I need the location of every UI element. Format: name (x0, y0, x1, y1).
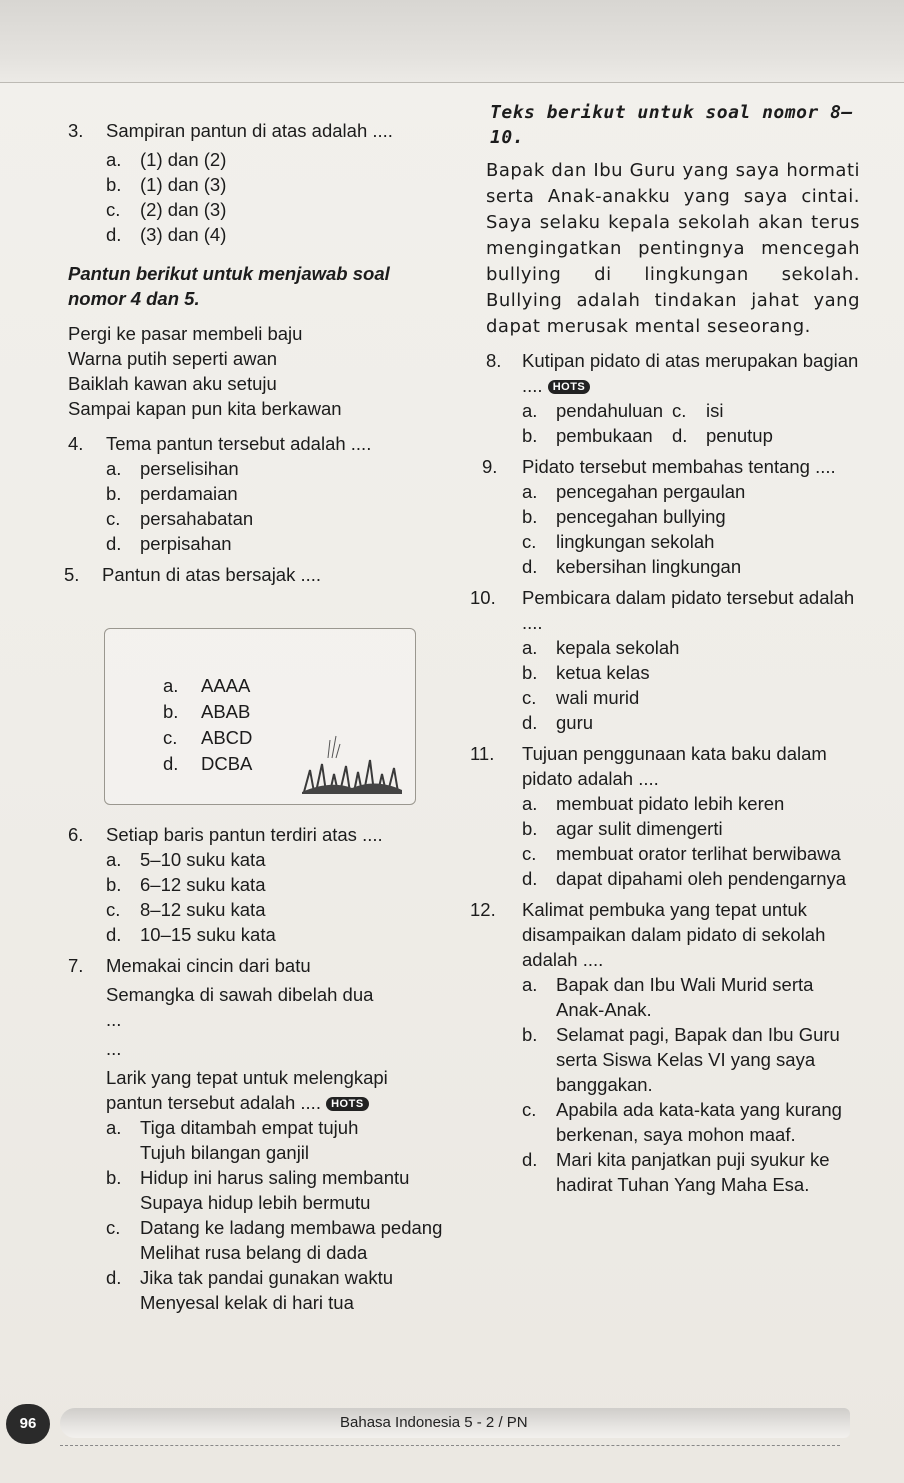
option[interactable] (106, 1215, 448, 1265)
option[interactable] (163, 751, 252, 777)
option-letter: a. (106, 149, 122, 170)
option-line: Datang ke ladang membawa pedang (140, 1217, 443, 1238)
hots-badge: HOTS (326, 1097, 369, 1111)
option[interactable] (522, 529, 860, 554)
question-number: 10. (470, 587, 496, 608)
option-letter: a. (163, 675, 179, 696)
option[interactable] (106, 456, 448, 481)
option-text: ABCD (201, 727, 253, 748)
option-letter: a. (106, 849, 122, 870)
option-text: perpisahan (140, 533, 232, 554)
option-text: kebersihan lingkungan (556, 556, 742, 577)
pantun-heading: Pantun berikut untuk menjawab soal nomor 4 dan 5. (68, 263, 390, 309)
option[interactable] (522, 685, 860, 710)
option-line: Melihat rusa belang di dada (140, 1242, 368, 1263)
option[interactable] (522, 504, 860, 529)
option-letter: d. (672, 425, 688, 446)
option-letter: d. (522, 712, 538, 733)
option-letter: c. (522, 687, 537, 708)
option[interactable] (106, 1115, 448, 1165)
option-letter: d. (106, 224, 122, 245)
option-text: persahabatan (140, 508, 254, 529)
option[interactable] (106, 897, 448, 922)
option[interactable] (163, 673, 252, 699)
option-letter: d. (522, 1149, 538, 1170)
option-letter: b. (522, 662, 538, 683)
option-letter: a. (522, 400, 538, 421)
option-letter: c. (106, 508, 121, 529)
option-line: Menyesal kelak di hari tua (140, 1292, 354, 1313)
option-letter: c. (522, 1099, 537, 1120)
option-text: 5–10 suku kata (140, 849, 266, 870)
option-letter: c. (163, 727, 178, 748)
option-letter: a. (522, 481, 538, 502)
pantun-line: Pergi ke pasar membeli baju (68, 323, 303, 344)
option-letter: b. (522, 1024, 538, 1045)
option-letter: c. (522, 843, 537, 864)
question-text: Tema pantun tersebut adalah .... (106, 433, 372, 454)
option-text: (3) dan (4) (140, 224, 227, 245)
option-text: DCBA (201, 753, 253, 774)
option[interactable] (106, 172, 448, 197)
option-letter: a. (106, 458, 122, 479)
option[interactable] (106, 481, 448, 506)
option[interactable] (106, 1265, 448, 1315)
question-number: 11. (470, 743, 495, 764)
question-number: 5. (64, 564, 80, 585)
option-text: pendahuluan (556, 400, 663, 421)
footer-dashed-line (60, 1445, 840, 1446)
option[interactable] (522, 398, 672, 423)
grass-illustration (300, 730, 404, 794)
q7-options (68, 1115, 448, 1315)
question-number: 8. (486, 350, 502, 371)
question-text: Kalimat pembuka yang tepat untuk disampaikan dalam pidato di sekolah adalah .... (522, 899, 826, 970)
option-text: 8–12 suku kata (140, 899, 266, 920)
option-text: Bapak dan Ibu Wali Murid serta Anak-Anak. (556, 974, 814, 1020)
option-letter: c. (522, 531, 537, 552)
option-line: Jika tak pandai gunakan waktu (140, 1267, 394, 1288)
question-text: Setiap baris pantun terdiri atas .... (106, 824, 383, 845)
option[interactable] (106, 531, 448, 556)
right-column (470, 100, 860, 1197)
pantun-line: Sampai kapan pun kita berkawan (68, 398, 342, 419)
option[interactable] (106, 1165, 448, 1215)
pantun-block (68, 321, 448, 421)
question-5 (64, 562, 448, 587)
option[interactable] (106, 922, 448, 947)
option[interactable] (522, 423, 672, 448)
option-text: ketua kelas (556, 662, 650, 683)
hots-badge: HOTS (548, 380, 591, 394)
option-text: dapat dipahami oleh pendengarnya (556, 868, 847, 889)
question-number: 9. (482, 456, 498, 477)
option[interactable] (163, 699, 252, 725)
question-number: 6. (68, 824, 84, 845)
question-8 (470, 348, 860, 398)
option-line: Tiga ditambah empat tujuh (140, 1117, 359, 1138)
question-11 (470, 741, 860, 791)
option-letter: a. (106, 1117, 122, 1138)
option-text: penutup (706, 425, 773, 446)
option[interactable] (522, 479, 860, 504)
option-text: lingkungan sekolah (556, 531, 715, 552)
pantun-line: Memakai cincin dari batu (106, 955, 311, 976)
option-text: guru (556, 712, 594, 733)
q10-options (470, 635, 860, 735)
option[interactable] (672, 398, 822, 423)
option[interactable] (106, 847, 448, 872)
question-6 (68, 822, 448, 847)
option-text: kepala sekolah (556, 637, 680, 658)
question-text: Pantun di atas bersajak .... (102, 564, 322, 585)
option[interactable] (522, 660, 860, 685)
option-line: Tujuh bilangan ganjil (140, 1142, 310, 1163)
option-text: pencegahan pergaulan (556, 481, 746, 502)
option-letter: a. (522, 637, 538, 658)
question-10 (470, 585, 860, 635)
q11-options (470, 791, 860, 891)
question-number: 3. (68, 120, 84, 141)
option[interactable] (522, 972, 860, 1022)
question-text: Tujuan penggunaan kata baku dalam pidato adalah .... (522, 743, 827, 789)
option-letter: b. (163, 701, 179, 722)
option-letter: d. (163, 753, 179, 774)
question-number: 4. (68, 433, 84, 454)
option-letter: b. (522, 818, 538, 839)
option-text: AAAA (201, 675, 251, 696)
option-letter: b. (522, 506, 538, 527)
option-letter: b. (106, 1167, 122, 1188)
pantun-line-blank: ... (106, 1009, 122, 1030)
option-letter: c. (672, 400, 687, 421)
option-letter: b. (106, 874, 122, 895)
option[interactable] (522, 866, 860, 891)
option-text: membuat pidato lebih keren (556, 793, 785, 814)
option-letter: b. (522, 425, 538, 446)
text-heading: Teks berikut untuk soal nomor 8–10. (490, 102, 853, 148)
question-9 (470, 454, 860, 479)
option-letter: a. (522, 793, 538, 814)
option-letter: d. (106, 924, 122, 945)
option-text: (1) dan (2) (140, 149, 227, 170)
option-text: (2) dan (3) (140, 199, 227, 220)
option-letter: b. (106, 483, 122, 504)
question-7 (68, 953, 448, 1115)
option[interactable] (106, 197, 448, 222)
q3-options (68, 147, 448, 247)
left-column (64, 118, 448, 587)
option-text: perselisihan (140, 458, 239, 479)
option-text: agar sulit dimengerti (556, 818, 723, 839)
option-letter: d. (522, 868, 538, 889)
option-letter: c. (106, 899, 121, 920)
question-12 (470, 897, 860, 972)
question-text: Sampiran pantun di atas adalah .... (106, 120, 393, 141)
option-line: Supaya hidup lebih bermutu (140, 1192, 371, 1213)
q9-options (470, 479, 860, 579)
option-letter: c. (106, 1217, 121, 1238)
option-text: 10–15 suku kata (140, 924, 276, 945)
option[interactable] (106, 147, 448, 172)
option[interactable] (522, 1147, 860, 1197)
pantun-line-blank: ... (106, 1038, 122, 1059)
option[interactable] (522, 1097, 860, 1147)
option[interactable] (106, 506, 448, 531)
pantun-line: Warna putih seperti awan (68, 348, 278, 369)
option-letter: d. (522, 556, 538, 577)
q4-options (68, 456, 448, 556)
option-text: 6–12 suku kata (140, 874, 266, 895)
pantun-line: Semangka di sawah dibelah dua (106, 984, 374, 1005)
option-text: pencegahan bullying (556, 506, 726, 527)
option-text: isi (706, 400, 724, 421)
q12-options (470, 972, 860, 1197)
book-title: Bahasa Indonesia 5 - 2 / PN (340, 1414, 528, 1431)
q5-options (163, 673, 252, 777)
question-text: Pidato tersebut membahas tentang .... (522, 456, 836, 477)
option[interactable] (106, 872, 448, 897)
option[interactable] (522, 816, 860, 841)
option-line: Hidup ini harus saling membantu (140, 1167, 410, 1188)
option[interactable] (672, 423, 822, 448)
question-4 (68, 431, 448, 456)
pantun-line: Baiklah kawan aku setuju (68, 373, 277, 394)
option[interactable] (522, 710, 860, 735)
speech-text: Bapak dan Ibu Guru yang saya hormati serta Anak-anakku yang saya cintai. Saya selaku kepala sekolah akan terus mengingatkan pentingnya mencegah bullying di lingkungan sekolah. Bullying adalah tindakan jahat yang dapat merusak mental seseorang. (486, 160, 860, 337)
option[interactable] (522, 554, 860, 579)
option-letter: b. (106, 174, 122, 195)
option-text: wali murid (556, 687, 640, 708)
option[interactable] (522, 791, 860, 816)
option-text: Selamat pagi, Bapak dan Ibu Guru serta Siswa Kelas VI yang saya banggakan. (556, 1024, 840, 1095)
question-text: Kutipan pidato di atas merupakan bagian .... (522, 350, 859, 396)
q8-options (522, 398, 822, 448)
option-text: ABAB (201, 701, 251, 722)
option-text: (1) dan (3) (140, 174, 227, 195)
option[interactable] (522, 841, 860, 866)
option[interactable] (522, 1022, 860, 1097)
question-text: Larik yang tepat untuk melengkapi pantun tersebut adalah .... (106, 1067, 388, 1113)
option-text: Apabila ada kata-kata yang kurang berkenan, saya mohon maaf. (556, 1099, 842, 1145)
page-top-shadow (0, 0, 904, 83)
option[interactable] (522, 635, 860, 660)
option-letter: c. (106, 199, 121, 220)
option-text: perdamaian (140, 483, 238, 504)
option-text: pembukaan (556, 425, 653, 446)
q6-options (68, 847, 448, 947)
page-number: 96 (6, 1404, 50, 1444)
option-letter: a. (522, 974, 538, 995)
option-text: membuat orator terlihat berwibawa (556, 843, 841, 864)
option-text: Mari kita panjatkan puji syukur ke hadirat Tuhan Yang Maha Esa. (556, 1149, 830, 1195)
option-letter: d. (106, 1267, 122, 1288)
option-letter: d. (106, 533, 122, 554)
question-number: 7. (68, 955, 84, 976)
option[interactable] (106, 222, 448, 247)
question-text: Pembicara dalam pidato tersebut adalah .... (522, 587, 855, 633)
question-number: 12. (470, 899, 496, 920)
question-3 (68, 118, 448, 143)
left-column-lower (68, 822, 448, 1315)
option[interactable] (163, 725, 252, 751)
